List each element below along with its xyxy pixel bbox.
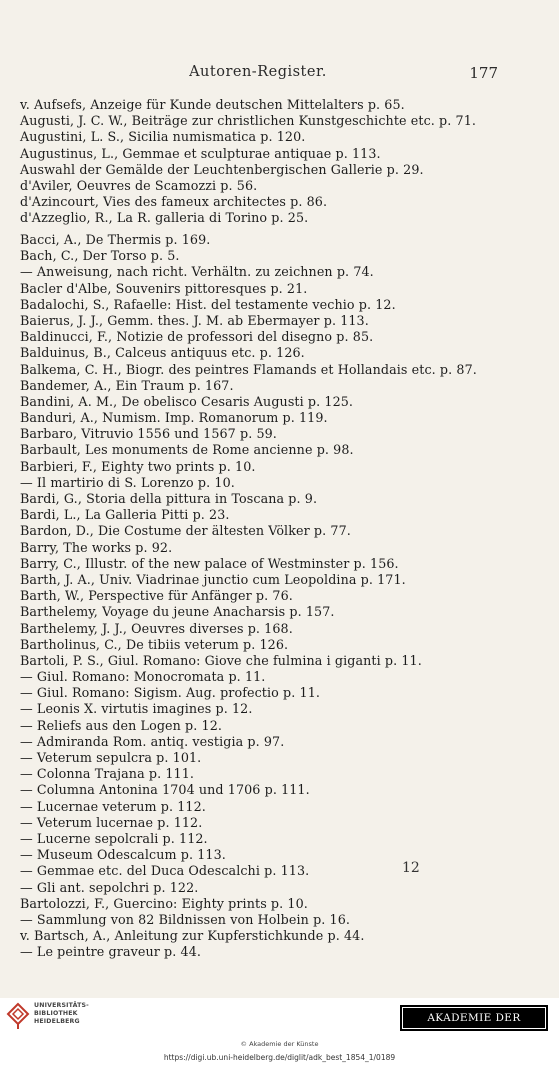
register-entry: Baierus, J. J., Gemm. thes. J. M. ab Ebermayer p. 113.	[20, 312, 369, 328]
akademie-logo[interactable]	[400, 1005, 548, 1044]
register-entry: Auswahl der Gemälde der Leuchtenbergischen Gallerie p. 29.	[20, 161, 424, 177]
register-entry: — Columna Antonina 1704 und 1706 p. 111.	[20, 782, 310, 798]
register-entry: — Sammlung von 82 Bildnissen von Holbein p. 16.	[20, 911, 351, 927]
register-entry: — Reliefs aus den Logen p. 12.	[20, 717, 223, 733]
library-name	[34, 1002, 89, 1026]
register-entry: Bacci, A., De Thermis p. 169.	[20, 232, 211, 247]
register-entry: — Colonna Trajana p. 111.	[20, 766, 194, 782]
page-title: Autoren-Register.	[189, 64, 327, 80]
register-block-b	[20, 232, 490, 960]
register-entry: d'Azzeglio, R., La R. galleria di Torino p. 25.	[20, 210, 309, 226]
register-entry: Bach, C., Der Torso p. 5.	[20, 248, 180, 264]
register-entry: Bartholinus, C., De tibiis veterum p. 126.	[20, 636, 289, 652]
signature-mark: 12	[402, 860, 420, 876]
register-entry: Barry, C., Illustr. of the new palace of Westminster p. 156.	[20, 555, 399, 571]
register-entry: Augusti, J. C. W., Beiträge zur christlichen Kunstgeschichte etc. p. 71.	[20, 113, 477, 129]
register-entry: Balkema, C. H., Biogr. des peintres Flamands et Hollandais etc. p. 87.	[20, 361, 477, 377]
register-entry: — Anweisung, nach richt. Verhältn. zu zeichnen p. 74.	[20, 264, 374, 280]
library-name-line: BIBLIOTHEK	[34, 1010, 78, 1017]
running-head	[18, 64, 498, 84]
register-entry: Barth, J. A., Univ. Viadrinae junctio cum Leopoldina p. 171.	[20, 571, 406, 587]
register-entry: d'Aviler, Oeuvres de Scamozzi p. 56.	[20, 177, 258, 193]
library-logo[interactable]	[6, 1000, 116, 1034]
register-entry: v. Aufsefs, Anzeige für Kunde deutschen Mittelalters p. 65.	[20, 97, 405, 112]
library-name-line: UNIVERSITÄTS-	[34, 1002, 89, 1009]
register-entry: — Le peintre graveur p. 44.	[20, 944, 202, 960]
register-entry: Augustini, L. S., Sicilia numismatica p. 120.	[20, 129, 306, 145]
copyright-notice: © Akademie der Künste	[240, 1040, 319, 1048]
register-entry: — Il martirio di S. Lorenzo p. 10.	[20, 474, 235, 490]
register-entry: Bandini, A. M., De obelisco Cesaris Augusti p. 125.	[20, 393, 354, 409]
library-name-line: HEIDELBERG	[34, 1018, 80, 1025]
register-entry: — Gli ant. sepolchri p. 122.	[20, 879, 199, 895]
register-entry: Bandemer, A., Ein Traum p. 167.	[20, 377, 234, 393]
register-entry: Badalochi, S., Rafaelle: Hist. del testamente vechio p. 12.	[20, 296, 396, 312]
source-url[interactable]: https://digi.ub.uni-heidelberg.de/diglit/adk_best_1854_1/0189	[163, 1053, 396, 1062]
register-entry: Barthelemy, Voyage du jeune Anacharsis p. 157.	[20, 604, 335, 620]
register-entry: Balduinus, B., Calceus antiquus etc. p. 126.	[20, 345, 305, 361]
register-entry: — Gemmae etc. del Duca Odescalchi p. 113.	[20, 863, 310, 879]
register-entry: Bardi, G., Storia della pittura in Toscana p. 9.	[20, 491, 318, 506]
page-number: 177	[469, 64, 498, 82]
register-entry: Augustinus, L., Gemmae et sculpturae antiquae p. 113.	[20, 145, 381, 161]
register-entry: Baldinucci, F., Notizie de professori del disegno p. 85.	[20, 329, 374, 345]
register-entry: Barth, W., Perspective für Anfänger p. 76.	[20, 588, 293, 604]
register-entry: Barbieri, F., Eighty two prints p. 10.	[20, 458, 256, 474]
register-entry: — Lucernae veterum p. 112.	[20, 798, 206, 814]
register-entry: Bartoli, P. S., Giul. Romano: Giove che fulmina i giganti p. 11.	[20, 652, 422, 668]
register-entry: Bartolozzi, F., Guercino: Eighty prints p. 10.	[20, 895, 308, 911]
register-entry: — Admiranda Rom. antiq. vestigia p. 97.	[20, 733, 285, 749]
register-entry: Bardon, D., Die Costume der ältesten Völker p. 77.	[20, 523, 351, 539]
register-entry: Bardi, L., La Galleria Pitti p. 23.	[20, 507, 230, 523]
library-logo-icon	[6, 1002, 30, 1030]
register-entry: — Lucerne sepolcrali p. 112.	[20, 830, 208, 846]
register-block-a	[20, 97, 490, 227]
register-entry: Barbault, Les monuments de Rome ancienne p. 98.	[20, 442, 354, 458]
register-entry: — Museum Odescalcum p. 113.	[20, 847, 226, 863]
register-entry: Banduri, A., Numism. Imp. Romanorum p. 119.	[20, 410, 328, 426]
register-entry: — Veterum lucernae p. 112.	[20, 814, 203, 830]
register-entry: — Giul. Romano: Sigism. Aug. profectio p. 11.	[20, 685, 320, 701]
register-entry: — Giul. Romano: Monocromata p. 11.	[20, 669, 266, 685]
register-entry: Bacler d'Albe, Souvenirs pittoresques p. 21.	[20, 280, 308, 296]
register-entry: Barthelemy, J. J., Oeuvres diverses p. 168.	[20, 620, 293, 636]
register-entry: d'Azincourt, Vies des fameux architectes p. 86.	[20, 194, 328, 210]
register-entry: — Leonis X. virtutis imagines p. 12.	[20, 701, 253, 717]
register-entry: v. Bartsch, A., Anleitung zur Kupferstichkunde p. 44.	[20, 928, 365, 944]
register-entry: — Veterum sepulcra p. 101.	[20, 750, 202, 765]
register-entry: Barry, The works p. 92.	[20, 539, 173, 555]
register-entry: Barbaro, Vitruvio 1556 und 1567 p. 59.	[20, 426, 277, 442]
akademie-logo-text: AKADEMIE DER KÜNSTE	[402, 1007, 546, 1029]
